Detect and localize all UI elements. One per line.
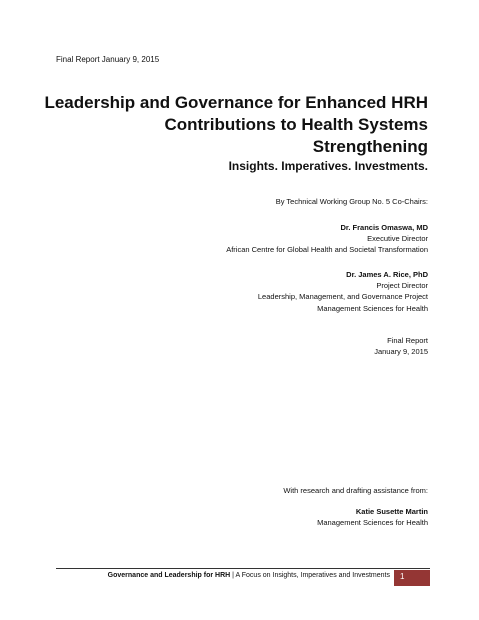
co-chair-2-org: Management Sciences for Health [317, 303, 428, 313]
co-chair-2-role: Project Director [376, 281, 428, 291]
assistance-block [317, 506, 428, 528]
title-line-3: Strengthening [312, 137, 428, 156]
co-chair-2 [258, 269, 428, 314]
page-number-box [394, 570, 430, 586]
co-chair-2-project: Leadership, Management, and Governance Project [257, 292, 428, 302]
footer-text [56, 572, 390, 579]
assistant-org: Management Sciences for Health [317, 518, 428, 528]
header-date: Final Report January 9, 2015 [56, 55, 160, 64]
co-chair-1 [226, 222, 428, 256]
footer-title-rest: A Focus on Insights, Imperatives and Investments [235, 572, 390, 579]
final-report-block [374, 335, 428, 357]
footer-title-bold: Governance and Leadership for HRH [107, 572, 231, 579]
co-chair-2-name: Dr. James A. Rice, PhD [346, 270, 428, 279]
final-report-label: Final Report [387, 336, 428, 345]
page-number: 1 [400, 572, 405, 581]
assistant-name: Katie Susette Martin [355, 507, 428, 516]
title-line-1: Leadership and Governance for Enhanced HRH [44, 93, 428, 112]
document-subtitle: Insights. Imperatives. Investments. [228, 159, 428, 173]
co-chair-1-role: Executive Director [367, 234, 428, 244]
co-chair-1-org: African Centre for Global Health and Societal Transformation [226, 245, 428, 255]
co-chair-1-name: Dr. Francis Omaswa, MD [340, 223, 428, 232]
assistance-intro: With research and drafting assistance from: [283, 486, 428, 495]
co-chairs-intro: By Technical Working Group No. 5 Co-Chairs: [275, 197, 428, 206]
final-report-date: January 9, 2015 [374, 347, 428, 357]
title-line-2: Contributions to Health Systems [164, 115, 428, 134]
footer-separator: | [230, 572, 236, 579]
page-footer [56, 568, 430, 584]
document-title [28, 92, 428, 158]
